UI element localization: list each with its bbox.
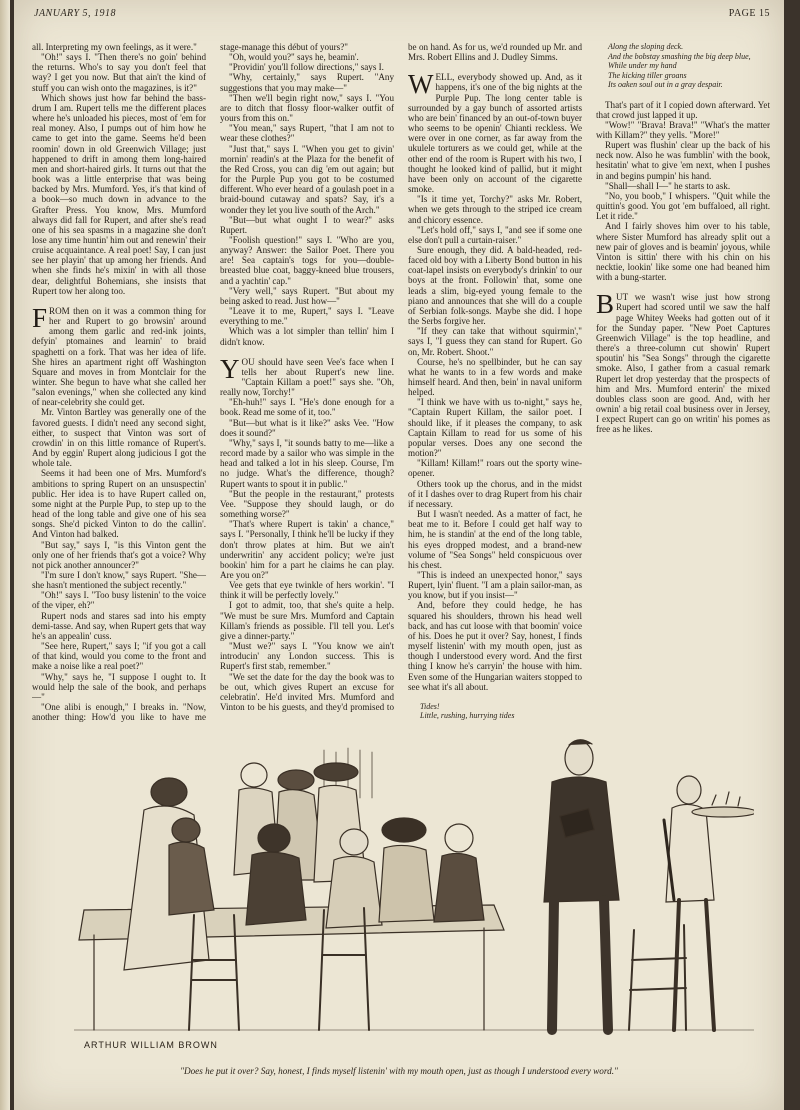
story-paragraph: Rupert was flushin' clear up the back of his neck now. Also he was fumblin' with the book, hesitatin' what to give 'em next, when I pushes in and begins pumpin' his hand. <box>596 140 770 181</box>
story-paragraph: "I think we have with us to-night," says he, "Captain Rupert Killam, the sailor poet. I should like, if it pleases the company, to ask Captain Killam to read for us some of his popular verses. Does any one second the motion?" <box>408 397 582 459</box>
story-paragraph: "Foolish question!" says I. "Who are you, anyway? Answer: the Sailor Poet. There you are! Sea captain's togs for you—double-breasted blue coat, baggy-kneed blue trousers, and a yachtin' cap." <box>220 234 394 286</box>
story-paragraph: "But—but what ought I to wear?" asks Rupert. <box>220 214 394 235</box>
story-paragraph: all. Interpreting my own feelings, as it were." <box>32 42 197 52</box>
story-paragraph: Vee gets that eye twinkle of hers workin'. "I think it will be perfectly lovely." <box>220 580 394 601</box>
story-paragraph: "Must we?" says I. "You know we ain't introducin' any London success. This is Rupert's first stab, remember." <box>220 641 394 672</box>
story-paragraph: Course, he's no spellbinder, but he can say what he wants to in a few words and make himself heard. And then, bein' in naval uniform helped. <box>408 356 582 398</box>
story-paragraph: "Then we'll begin right now," says I. "You are to ditch that flossy floor-walker outfit of yours from this on." <box>220 92 394 124</box>
magazine-page <box>14 0 784 1110</box>
story-paragraph: WELL, everybody showed up. And, as it happens, it's one of the big nights at the Purple Pup. The long center table is surrounded by a gay bunch of assorted artists who are bein' financed by an out-of-town buyer who seems to be openin' Chianti reckless. We were over in one corner, as far away from the ukulele torturers as we could get, while at the other end of the room is Rupert with his two, I thought he looked kind of pallid, but it might have been only on account of the cigarette smoke. <box>408 69 582 195</box>
poem-line: And the bobstay smashing the big deep blue, <box>608 51 751 61</box>
story-paragraph: "Oh!" says I. "Then there's no goin' behind the returns. Who's to say you don't feel that way? I get you now. But that ain't the kind of stuff you can wish onto the magazines, is it?" <box>32 52 206 93</box>
story-paragraph: "Oh, would you?" says he, beamin'. <box>229 52 359 63</box>
story-paragraph: "Leave it to me, Rupert," says I. "Leave everything to me." <box>220 306 394 327</box>
story-paragraph: And, before they could hedge, he has squared his shoulders, thrown his head well back, and has cut loose with that boomin' voice of his. Does he put it over? Say, honest, I finds myself listenin' with my mouth open, just as though I understood every word. And the first thing I know he's carryin' the house with him. Even some of the Hungarian waiters stopped to see what it's all about. <box>408 600 582 692</box>
page-header <box>34 8 770 30</box>
story-text <box>32 42 770 728</box>
story-paragraph: "But—but what is it like?" asks Vee. "How does it sound?" <box>220 417 394 438</box>
story-paragraph: "Oh!" says I. "Too busy listenin' to the voice of the viper, eh?" <box>32 590 206 611</box>
story-paragraph: "Is it time yet, Torchy?" asks Mr. Robert, when we gets through to the striped ice cream and chicory essence. <box>408 194 582 225</box>
story-paragraph: Sure enough, they did. A bald-headed, red-faced old boy with a Liberty Bond button in his coat-lapel insists on everybody's drinkin' to our boys at the front. Followin' that, some one leads a slim, big-eyed young female to the piano and announces that she will do a couple of Serbian folk-songs. Maybe she did. I hope the Serbs forgive her. <box>408 244 582 327</box>
story-paragraph: "Why," says he, "I suppose I ought to. It would help the sale of the book, and perhaps—" <box>32 671 206 702</box>
story-paragraph: "Why," says I, "it sounds batty to me—like a record made by a sailor who was simple in the head and talked a lot in his sleep. Course, I'm no judge. What's the difference, though? Rupert wants to spout it in public." <box>220 437 394 489</box>
story-paragraph: "Wow!" "Brava! Brava!" "What's the matter with Killam?" they yells. "More!" <box>596 119 770 140</box>
story-paragraph: FROM then on it was a common thing for her and Rupert to go browsin' around among them garlic and red-ink joints, defyin' ptomaines and learnin' to braid spaghetti on a fork. That was her idea of life. She hires an apartment right off Washington Square and moves in from Montclair for the winter. She begun to have what she called her "salon evenings," when she collected any kind of near-celebrity she could get. <box>32 302 206 408</box>
story-paragraph: "Let's hold off," says I, "and see if some one else don't pull a curtain-raiser." <box>408 224 582 245</box>
poem-line: Its oaken soul out in a gray despair. <box>608 80 723 89</box>
story-paragraph: Seems it had been one of Mrs. Mumford's ambitions to spring Rupert on an unsuspectin' public. Her idea is to have Rupert called on, some night at the Purple Pup, to step up to the head of the long table and give one of his sea songs. She'd picked Vinton to do the callin'. And Vinton had balked. <box>32 468 206 540</box>
story-paragraph: I got to admit, too, that she's quite a help. "We must be sure Mrs. Mumford and Captain Killam's friends as possible. I'll tell you. Let's give a dinner-party." <box>220 600 394 641</box>
story-paragraph: "Very well," says Rupert. "But about my being asked to read. Just how—" <box>220 285 394 306</box>
story-paragraph: "This is indeed an unexpected honor," says Rupert, lyin' fluent. "I am a plain sailor-man, as you know, but if you insist—" <box>408 569 582 601</box>
illustration-caption: "Does he put it over? Say, honest, I finds myself listenin' with my mouth open, just as though I understood every word." <box>180 1066 618 1076</box>
poem-line: The kicking tiller groans <box>608 70 687 80</box>
story-paragraph: "But say," says I, "is this Vinton gent the only one of her friends that's got a voice? Why not pick another announcer?" <box>32 539 206 570</box>
story-paragraph: "I'm sure I don't know," says Rupert. "She—she hasn't mentioned the subject recently." <box>32 569 206 591</box>
story-paragraph: Which was a lot simpler than tellin' him I didn't know. <box>220 326 394 347</box>
story-paragraph: YOU should have seen Vee's face when I tells her about Rupert's new line. "Captain Killam a poet!" says she. "Oh, really now, Torchy!" <box>220 353 394 398</box>
story-paragraph: "Just that," says I. "When you get to givin' mornin' readin's at the Plaza for the benefit of the Red Cross, you can dig 'em out again; but for the Purple Pup you got to be costumed different. Who ever heard of a goulash poet in a braid-bound cutaway and spats? Say, it's a wonder they let you live south of the Arch." <box>220 143 394 215</box>
restaurant-illustration <box>74 730 754 1060</box>
story-paragraph: "See here, Rupert," says I; "if you got a call of that kind, would you come to the front and make a noise like a real poet?" <box>32 641 206 672</box>
poem-line: Tides! <box>420 701 440 711</box>
story-paragraph: BUT we wasn't wise just how strong Rupert had scored until we saw the half page Whitey Weeks had gotten out of it for the Sunday paper. "New Poet Captures Greenwich Village" is the top headline, and there's a three-column cut showin' Rupert spoutin' his "Sea Songs" through the cigarette smoke. Also, I gather from a casual remark Rupert let drop yesterday that the prospects of him and Mrs. Mumford enterin' the mixed doubles class soon are good. And, with her ownin' a big retail coal business over in Jersey, I expect Rupert can go on writin' his pomes as free as he likes. <box>596 289 770 435</box>
story-paragraph: But I wasn't needed. As a matter of fact, he beat me to it. Before I could get half way to him, he is standin' at the end of the long table, his eyes dropped modest, and a brand-new volume of "Sea Songs" held conspicuous over his chest. <box>408 509 582 570</box>
page-number: PAGE 15 <box>728 8 770 19</box>
story-paragraph: "Why, certainly," says Rupert. "Any suggestions that you may make—" <box>220 72 394 93</box>
story-paragraph: "Eh-huh!" says I. "He's done enough for a book. Read me some of it, too." <box>220 397 394 418</box>
story-paragraph: Mr. Vinton Bartley was generally one of the favored guests. I didn't need any second sight, either, to suspect that Vinton was sort of crowdin' in on this little romance of Rupert's. And by eggin' Rupert along judicious I got the whole tale. <box>32 407 206 469</box>
story-paragraph: And I fairly shoves him over to his table, where Sister Mumford has already split out a new pair of gloves and is beamin' joyous, while Vinton is sittin' there with his chin on his necktie, lookin' like some one had beaned him with a bung-starter. <box>596 221 770 283</box>
story-paragraph: "But the people in the restaurant," protests Vee. "Suppose they should laugh, or do something worse?" <box>220 488 394 520</box>
poem-line: Little, rushing, hurrying tides <box>420 711 515 721</box>
story-paragraph: "If they can take that without squirmin'," says I, "I guess they can stand for Rupert. Go on, Mr. Robert. Shoot." <box>408 326 582 357</box>
illustration-signature: ARTHUR WILLIAM BROWN <box>84 1040 218 1050</box>
story-paragraph: "That's where Rupert is takin' a chance," says I. "Personally, I think he'll be lucky if they don't throw plates at him. But we ain't underwritin' any accident policy; we're just bookin' him for a part he claims he can play. Are you on?" <box>220 519 394 580</box>
story-paragraph: That's part of it I copied down afterward. Yet that crowd just lapped it up. <box>596 99 770 120</box>
story-paragraph: "One alibi is enough," I breaks in. "Now, another thing: How'd you like to have me stage-manage this début of yours?" <box>32 42 348 723</box>
story-paragraph: "We set the date for the day the book was to be out, which gives Rupert an excuse for celebratin'. He'd invited Mrs. Mumford and Vinton to be his guests, and they'd promised to be on hand. As for us, we'd rounded up Mr. and Mrs. Robert Ellins and J. Dudley Simms. <box>220 42 582 712</box>
issue-date: JANUARY 5, 1918 <box>34 8 117 19</box>
poem-line: Along the sloping deck. <box>608 42 684 51</box>
story-paragraph: "You mean," says Rupert, "that I am not to wear these clothes?" <box>220 123 394 144</box>
story-paragraph: "Killam! Killam!" roars out the sporty wine-opener. <box>408 458 582 479</box>
story-paragraph: "No, you boob," I whispers. "Quit while the quittin's good. You got 'em buffaloed, all right. Let it ride." <box>596 190 770 222</box>
poem-line: While under my hand <box>608 61 677 70</box>
story-paragraph: Rupert nods and stares sad into his empty demi-tasse. And say, when Rupert gets that way he's an appealin' cuss. <box>32 610 206 641</box>
story-paragraph: Others took up the chorus, and in the midst of it I dashes over to drag Rupert from his chair if necessary. <box>408 478 582 509</box>
story-paragraph: "Providin' you'll follow directions," says I. <box>229 62 384 73</box>
story-paragraph: "Shall—shall I—" he starts to ask. <box>605 180 731 191</box>
binding-gutter <box>0 0 10 1110</box>
story-paragraph: Which shows just how far behind the bass-drum I am. Rupert tells me the different places where he's unloaded his pieces, most of 'em for real money. Also, I pumps out of him how he came to get into the game. Seems he'd been roomin' down in old Greenwich Village; just happened to drift in among them long-haired men and short-haired girls. It turns out that the book was a little enterprise that was being backed by Mrs. Mumford. Yes, it's that kind of a book—so much down in advance to the Grafter Press. You know, Mrs. Mumford always did fall for Rupert, and after she's read one of his sea spasms in a magazine she don't lose any time huntin' him out and renewin' their cruise acquaintance. A real poet! Say, I can just see her playin' that up among her friends. And when she finds he's mixin' in with all those dear, delightful Bohemians, she insists that Rupert tow her along too. <box>32 92 206 296</box>
